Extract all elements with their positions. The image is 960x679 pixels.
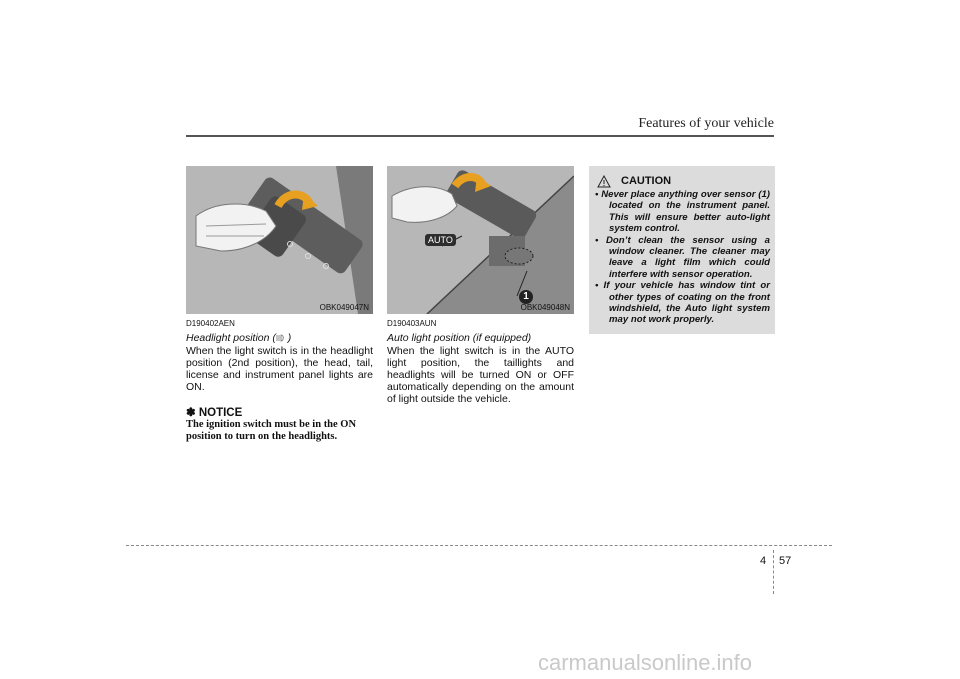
watermark: carmanualsonline.info: [538, 650, 753, 675]
auto-body: When the light switch is in the AUTO light position, the taillights and headlights will be turned ON or OFF automatically depending on the amount of light outside the vehicle.: [387, 345, 574, 405]
headlight-switch-illustration: [186, 166, 373, 314]
caution-title: CAUTION: [621, 175, 672, 187]
figure-code: OBK049048N: [520, 303, 570, 312]
caution-item: • Don’t clean the sensor using a window cleaner. The cleaner may leave a light film which could interfere with sensor operation.: [595, 234, 770, 280]
figure-auto-light: [387, 166, 574, 314]
page-number: 57: [779, 555, 792, 567]
headlight-icon: [276, 333, 285, 341]
caution-item: • If your vehicle has window tint or other types of coating on the front windshield, the Auto light system may not work properly.: [595, 280, 770, 326]
page-separator: [773, 550, 774, 594]
doc-code: D190403AUN: [387, 319, 437, 328]
section-title-headlight: [186, 332, 373, 344]
headlight-body: When the light switch is in the headlight position (2nd position), the head, tail, license and instrument panel lights are ON.: [186, 345, 373, 393]
title-prefix: Headlight position (: [186, 332, 276, 344]
callout-sensor: 1: [519, 290, 533, 304]
auto-light-illustration: [387, 166, 574, 314]
header-rule: [186, 135, 774, 137]
chapter-number: 4: [760, 555, 767, 567]
footer-rule: [126, 545, 832, 546]
caution-item: • Never place anything over sensor (1) located on the instrument panel. This will ensure better auto-light system control.: [595, 189, 770, 235]
caution-list: [595, 189, 770, 326]
figure-code: OBK049047N: [319, 303, 369, 312]
notice-title: ✽ NOTICE: [186, 407, 243, 419]
title-suffix: ): [284, 332, 292, 344]
mid-column: [387, 318, 574, 405]
doc-code: D190402AEN: [186, 319, 235, 328]
header-title: Features of your vehicle: [638, 116, 774, 131]
notice-text: The ignition switch must be in the ON position to turn on the headlights.: [186, 419, 357, 442]
warning-triangle-icon: [597, 175, 611, 188]
auto-label: AUTO: [425, 234, 456, 246]
section-title-auto: Auto light position (if equipped): [387, 332, 532, 344]
left-column: [186, 318, 373, 443]
caution-box: [589, 166, 775, 334]
figure-headlight-switch: [186, 166, 373, 314]
